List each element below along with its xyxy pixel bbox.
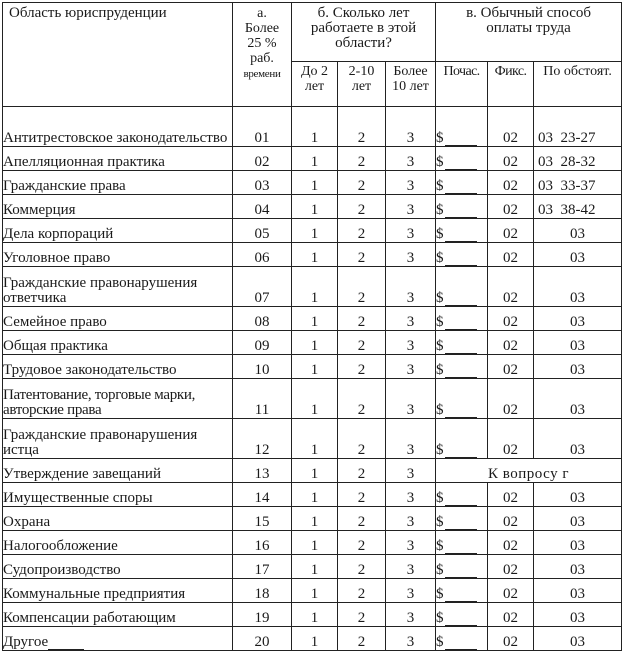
circumstance-code[interactable]: 03 xyxy=(534,219,622,243)
hourly-rate-blank[interactable] xyxy=(445,316,477,330)
years-option-3[interactable]: 3 xyxy=(386,483,436,507)
years-option-2[interactable]: 2 xyxy=(338,555,386,579)
share-code[interactable]: 04 xyxy=(233,195,292,219)
circumstance-code[interactable]: 03 33-37 xyxy=(534,171,622,195)
years-option-1[interactable]: 1 xyxy=(292,219,338,243)
years-option-3[interactable]: 3 xyxy=(386,147,436,171)
years-option-2[interactable]: 2 xyxy=(338,379,386,419)
fixed-code[interactable]: 02 xyxy=(488,555,534,579)
fixed-code[interactable]: 02 xyxy=(488,419,534,459)
hourly-rate-blank[interactable] xyxy=(445,404,477,418)
practice-area-label: Антитрестовское законодательство xyxy=(3,107,233,147)
hourly-rate-field[interactable]: $ xyxy=(436,603,488,627)
hourly-rate-blank[interactable] xyxy=(445,516,477,530)
circumstance-code[interactable]: 03 xyxy=(534,579,622,603)
practice-area-label: Судопроизводство xyxy=(3,555,233,579)
hourly-rate-field[interactable]: $ xyxy=(436,355,488,379)
practice-area-label: Другое xyxy=(3,627,233,651)
table-row xyxy=(3,379,622,419)
years-option-2[interactable]: 2 xyxy=(338,579,386,603)
practice-area-label: Гражданские правонарушения истца xyxy=(3,419,233,459)
header-row-top xyxy=(3,3,622,62)
fixed-code[interactable]: 02 xyxy=(488,483,534,507)
years-option-2[interactable]: 2 xyxy=(338,627,386,651)
practice-area-label: Коммунальные предприятия xyxy=(3,579,233,603)
share-code[interactable]: 08 xyxy=(233,307,292,331)
years-option-2[interactable]: 2 xyxy=(338,307,386,331)
years-option-2[interactable]: 2 xyxy=(338,603,386,627)
years-option-3[interactable]: 3 xyxy=(386,579,436,603)
years-option-2[interactable]: 2 xyxy=(338,267,386,307)
years-option-2[interactable]: 2 xyxy=(338,507,386,531)
years-option-1[interactable]: 1 xyxy=(292,107,338,147)
hourly-rate-blank[interactable] xyxy=(445,540,477,554)
years-column-header: б. Сколько лет работаете в этой области? xyxy=(292,3,436,62)
practice-area-label: Дела корпораций xyxy=(3,219,233,243)
practice-area-label: Уголовное право xyxy=(3,243,233,267)
hourly-rate-field[interactable]: $ xyxy=(436,195,488,219)
years-option-3[interactable]: 3 xyxy=(386,603,436,627)
hourly-rate-field[interactable]: $ xyxy=(436,379,488,419)
years-over-10-header: Более 10 лет xyxy=(386,62,436,107)
hourly-rate-field[interactable]: $ xyxy=(436,483,488,507)
years-option-3[interactable]: 3 xyxy=(386,171,436,195)
hourly-rate-blank[interactable] xyxy=(445,564,477,578)
share-code[interactable]: 16 xyxy=(233,531,292,555)
years-option-2[interactable]: 2 xyxy=(338,459,386,483)
years-option-1[interactable]: 1 xyxy=(292,579,338,603)
share-code[interactable]: 06 xyxy=(233,243,292,267)
years-option-3[interactable]: 3 xyxy=(386,555,436,579)
hourly-rate-blank[interactable] xyxy=(445,156,477,170)
hourly-rate-field[interactable]: $ xyxy=(436,555,488,579)
practice-area-label: Охрана xyxy=(3,507,233,531)
hourly-rate-field[interactable]: $ xyxy=(436,243,488,267)
circumstance-code[interactable]: 03 xyxy=(534,307,622,331)
years-option-3[interactable]: 3 xyxy=(386,107,436,147)
circumstance-code[interactable]: 03 xyxy=(534,627,622,651)
practice-area-label: Апелляционная практика xyxy=(3,147,233,171)
fixed-code[interactable]: 02 xyxy=(488,355,534,379)
years-option-3[interactable]: 3 xyxy=(386,195,436,219)
circumstance-header: По обстоят. xyxy=(534,62,622,107)
years-option-3[interactable]: 3 xyxy=(386,331,436,355)
years-option-1[interactable]: 1 xyxy=(292,379,338,419)
table-row xyxy=(3,171,622,195)
hourly-rate-blank[interactable] xyxy=(445,292,477,306)
years-option-1[interactable]: 1 xyxy=(292,507,338,531)
years-option-1[interactable]: 1 xyxy=(292,531,338,555)
years-option-3[interactable]: 3 xyxy=(386,507,436,531)
payment-column-header: в. Обычный способ оплаты труда xyxy=(436,3,622,62)
table-row xyxy=(3,555,622,579)
hourly-rate-blank[interactable] xyxy=(445,492,477,506)
hourly-rate-field[interactable]: $ xyxy=(436,307,488,331)
years-option-1[interactable]: 1 xyxy=(292,555,338,579)
hourly-rate-field[interactable]: $ xyxy=(436,531,488,555)
table-body xyxy=(3,107,622,651)
circumstance-code[interactable]: 03 28-32 xyxy=(534,147,622,171)
share-code[interactable]: 09 xyxy=(233,331,292,355)
share-code[interactable]: 05 xyxy=(233,219,292,243)
fixed-code[interactable]: 02 xyxy=(488,531,534,555)
hourly-rate-field[interactable]: $ xyxy=(436,331,488,355)
fixed-code[interactable]: 02 xyxy=(488,267,534,307)
years-option-3[interactable]: 3 xyxy=(386,379,436,419)
years-option-1[interactable]: 1 xyxy=(292,171,338,195)
years-option-2[interactable]: 2 xyxy=(338,483,386,507)
circumstance-code[interactable]: 03 xyxy=(534,531,622,555)
hourly-rate-blank[interactable] xyxy=(445,588,477,602)
share-code[interactable]: 01 xyxy=(233,107,292,147)
share-code[interactable]: 11 xyxy=(233,379,292,419)
circumstance-range: 28-32 xyxy=(560,154,596,170)
years-option-3[interactable]: 3 xyxy=(386,531,436,555)
circumstance-code[interactable]: 03 xyxy=(534,483,622,507)
fixed-code[interactable]: 02 xyxy=(488,243,534,267)
hourly-rate-blank[interactable] xyxy=(445,180,477,194)
years-option-3[interactable]: 3 xyxy=(386,243,436,267)
other-area-blank[interactable] xyxy=(48,636,84,650)
fixed-code[interactable]: 02 xyxy=(488,579,534,603)
practice-area-label: Коммерция xyxy=(3,195,233,219)
years-option-1[interactable]: 1 xyxy=(292,307,338,331)
circumstance-code[interactable]: 03 xyxy=(534,555,622,579)
table-row xyxy=(3,267,622,307)
fixed-code[interactable]: 02 xyxy=(488,195,534,219)
years-option-1[interactable]: 1 xyxy=(292,355,338,379)
share-code[interactable]: 15 xyxy=(233,507,292,531)
years-option-2[interactable]: 2 xyxy=(338,219,386,243)
circumstance-code[interactable]: 03 xyxy=(534,603,622,627)
practice-area-label: Налогообложение xyxy=(3,531,233,555)
practice-area-label: Гражданские правонарушения ответчика xyxy=(3,267,233,307)
hourly-rate-field[interactable]: $ xyxy=(436,627,488,651)
circumstance-range: 38-42 xyxy=(560,202,596,218)
circumstance-code[interactable]: 03 xyxy=(534,355,622,379)
years-option-2[interactable]: 2 xyxy=(338,419,386,459)
fixed-code[interactable]: 02 xyxy=(488,171,534,195)
years-option-2[interactable]: 2 xyxy=(338,355,386,379)
years-option-1[interactable]: 1 xyxy=(292,603,338,627)
share-code[interactable]: 07 xyxy=(233,267,292,307)
table-row xyxy=(3,483,622,507)
table-row xyxy=(3,603,622,627)
practice-area-label: Компенсации работающим xyxy=(3,603,233,627)
circumstance-range: 33-37 xyxy=(560,178,596,194)
table-row xyxy=(3,243,622,267)
years-option-1[interactable]: 1 xyxy=(292,627,338,651)
years-option-2[interactable]: 2 xyxy=(338,243,386,267)
years-under-2-header: До 2 лет xyxy=(292,62,338,107)
table-row xyxy=(3,195,622,219)
hourly-rate-blank[interactable] xyxy=(445,340,477,354)
years-option-3[interactable]: 3 xyxy=(386,219,436,243)
years-option-2[interactable]: 2 xyxy=(338,531,386,555)
years-option-3[interactable]: 3 xyxy=(386,267,436,307)
practice-area-label: Семейное право xyxy=(3,307,233,331)
see-question-note: К вопросу г xyxy=(436,459,622,483)
share-code[interactable]: 14 xyxy=(233,483,292,507)
share-code[interactable]: 17 xyxy=(233,555,292,579)
practice-area-label: Гражданские права xyxy=(3,171,233,195)
table-row xyxy=(3,147,622,171)
hourly-rate-field[interactable]: $ xyxy=(436,507,488,531)
circumstance-code[interactable]: 03 23-27 xyxy=(534,107,622,147)
circumstance-code[interactable]: 03 xyxy=(534,379,622,419)
area-column-header: Область юриспруденции xyxy=(3,3,233,107)
practice-area-label: Имущественные споры xyxy=(3,483,233,507)
hourly-rate-field[interactable]: $ xyxy=(436,219,488,243)
table-row xyxy=(3,579,622,603)
hourly-rate-blank[interactable] xyxy=(445,252,477,266)
circumstance-code[interactable]: 03 xyxy=(534,419,622,459)
circumstance-code[interactable]: 03 xyxy=(534,267,622,307)
years-option-1[interactable]: 1 xyxy=(292,483,338,507)
hourly-header: Почас. xyxy=(436,62,488,107)
years-option-2[interactable]: 2 xyxy=(338,331,386,355)
table-row xyxy=(3,419,622,459)
share-code[interactable]: 02 xyxy=(233,147,292,171)
practice-area-label: Трудовое законодательство xyxy=(3,355,233,379)
years-option-1[interactable]: 1 xyxy=(292,331,338,355)
share-code[interactable]: 10 xyxy=(233,355,292,379)
fixed-code[interactable]: 02 xyxy=(488,627,534,651)
practice-area-label: Общая практика xyxy=(3,331,233,355)
practice-area-label: Патентование, торговые марки, авторские права xyxy=(3,379,233,419)
table-row xyxy=(3,307,622,331)
hourly-rate-blank[interactable] xyxy=(445,612,477,626)
hourly-rate-blank[interactable] xyxy=(445,364,477,378)
years-option-1[interactable]: 1 xyxy=(292,147,338,171)
hourly-rate-field[interactable]: $ xyxy=(436,267,488,307)
years-option-2[interactable]: 2 xyxy=(338,107,386,147)
fixed-code[interactable]: 02 xyxy=(488,331,534,355)
share-code[interactable]: 13 xyxy=(233,459,292,483)
years-option-3[interactable]: 3 xyxy=(386,355,436,379)
share-code[interactable]: 03 xyxy=(233,171,292,195)
hourly-rate-field[interactable]: $ xyxy=(436,147,488,171)
circumstance-code[interactable]: 03 38-42 xyxy=(534,195,622,219)
share-code[interactable]: 18 xyxy=(233,579,292,603)
table-row xyxy=(3,459,622,483)
years-option-1[interactable]: 1 xyxy=(292,419,338,459)
years-option-1[interactable]: 1 xyxy=(292,243,338,267)
hourly-rate-blank[interactable] xyxy=(445,636,477,650)
years-2-10-header: 2-10 лет xyxy=(338,62,386,107)
table-row xyxy=(3,331,622,355)
table-row xyxy=(3,107,622,147)
table-row xyxy=(3,219,622,243)
circumstance-code[interactable]: 03 xyxy=(534,507,622,531)
fixed-header: Фикс. xyxy=(488,62,534,107)
hourly-rate-blank[interactable] xyxy=(445,444,477,458)
fixed-code[interactable]: 02 xyxy=(488,219,534,243)
hourly-rate-blank[interactable] xyxy=(445,132,477,146)
years-option-1[interactable]: 1 xyxy=(292,195,338,219)
hourly-rate-field[interactable]: $ xyxy=(436,579,488,603)
circumstance-range: 23-27 xyxy=(560,130,596,146)
years-option-3[interactable]: 3 xyxy=(386,627,436,651)
hourly-rate-field[interactable]: $ xyxy=(436,107,488,147)
share-code[interactable]: 12 xyxy=(233,419,292,459)
hourly-rate-blank[interactable] xyxy=(445,204,477,218)
years-option-1[interactable]: 1 xyxy=(292,459,338,483)
years-option-3[interactable]: 3 xyxy=(386,459,436,483)
share-column-header: а. Более 25 % раб. времени xyxy=(233,3,292,107)
practice-area-table xyxy=(2,2,622,651)
table-row xyxy=(3,627,622,651)
fixed-code[interactable]: 02 xyxy=(488,307,534,331)
years-option-3[interactable]: 3 xyxy=(386,307,436,331)
share-code[interactable]: 19 xyxy=(233,603,292,627)
years-option-2[interactable]: 2 xyxy=(338,171,386,195)
fixed-code[interactable]: 02 xyxy=(488,603,534,627)
table-row xyxy=(3,531,622,555)
practice-area-label: Утверждение завещаний xyxy=(3,459,233,483)
fixed-code[interactable]: 02 xyxy=(488,147,534,171)
share-code[interactable]: 20 xyxy=(233,627,292,651)
fixed-code[interactable]: 02 xyxy=(488,507,534,531)
years-option-2[interactable]: 2 xyxy=(338,147,386,171)
fixed-code[interactable]: 02 xyxy=(488,107,534,147)
years-option-1[interactable]: 1 xyxy=(292,267,338,307)
circumstance-code[interactable]: 03 xyxy=(534,331,622,355)
hourly-rate-field[interactable]: $ xyxy=(436,419,488,459)
table-row xyxy=(3,507,622,531)
years-option-3[interactable]: 3 xyxy=(386,419,436,459)
fixed-code[interactable]: 02 xyxy=(488,379,534,419)
hourly-rate-field[interactable]: $ xyxy=(436,171,488,195)
years-option-2[interactable]: 2 xyxy=(338,195,386,219)
hourly-rate-blank[interactable] xyxy=(445,228,477,242)
circumstance-code[interactable]: 03 xyxy=(534,243,622,267)
table-row xyxy=(3,355,622,379)
